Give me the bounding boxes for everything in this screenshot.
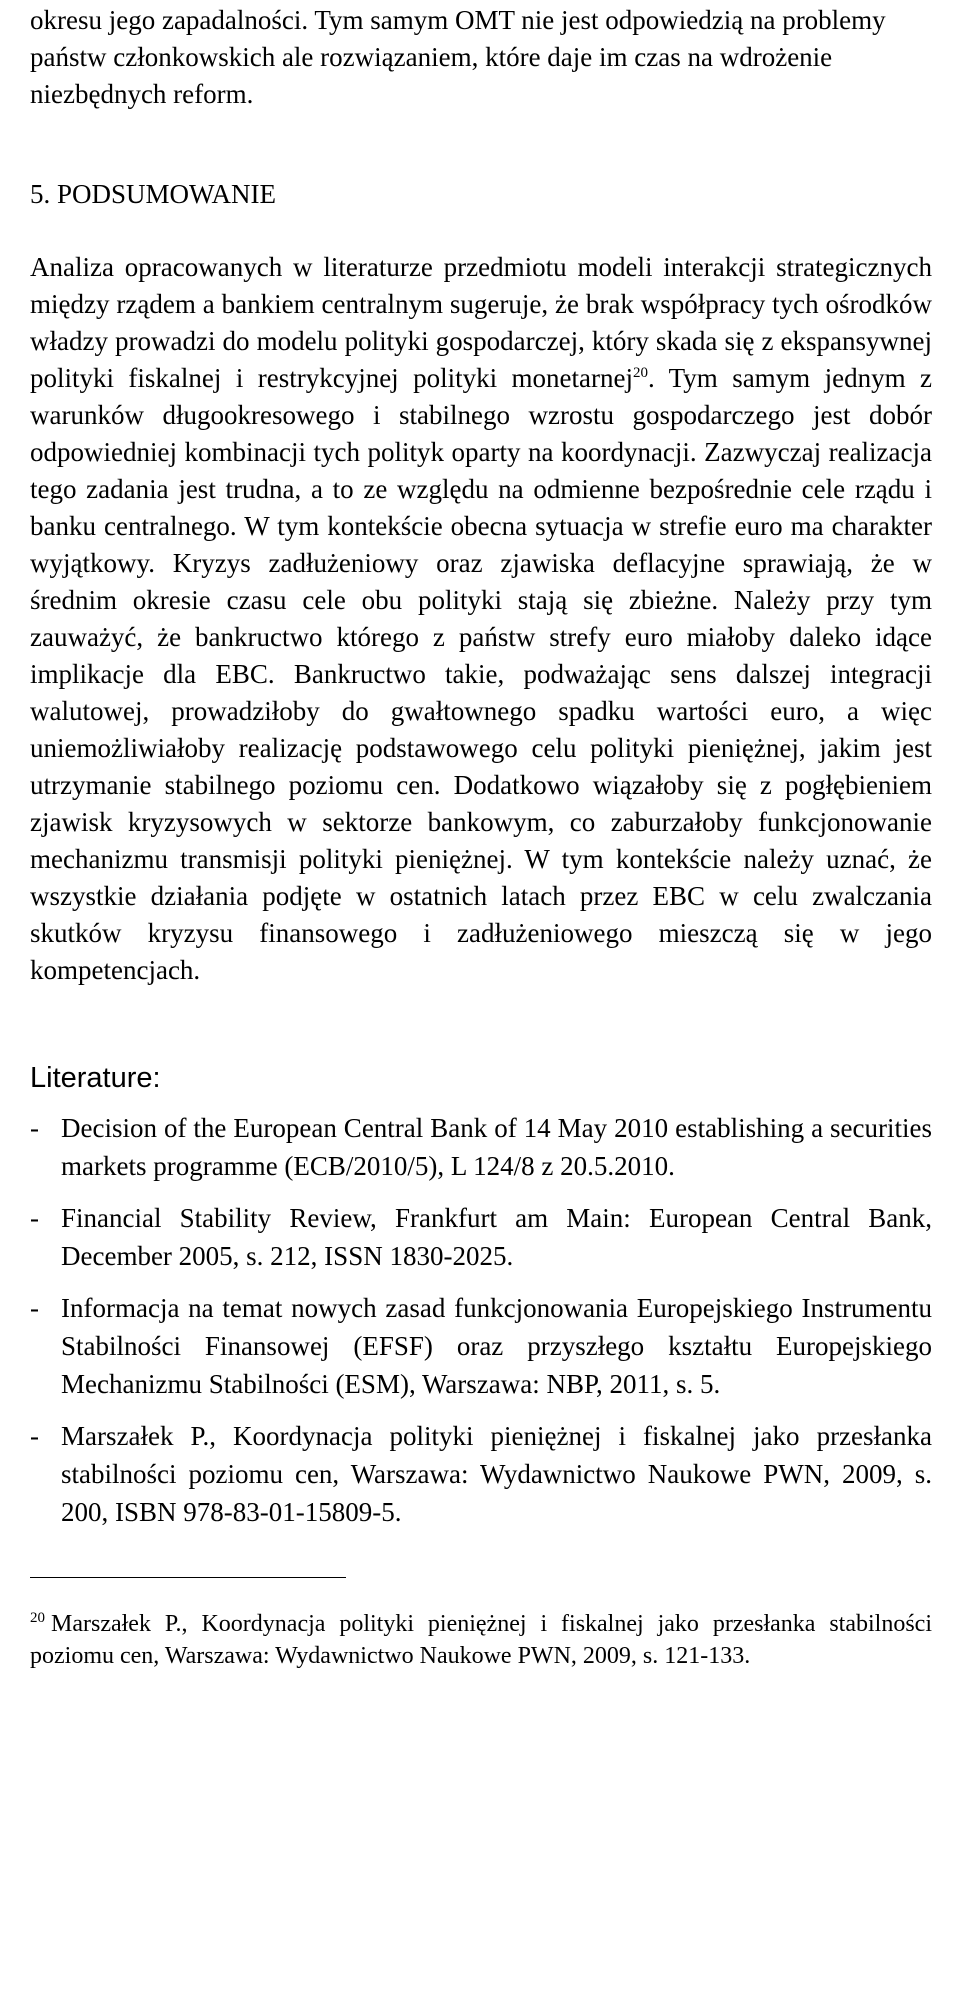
list-bullet: - [30,1203,39,1233]
footnote-divider [30,1577,346,1578]
intro-paragraph: okresu jego zapadalności. Tym samym OMT nie jest odpowiedzią na problemy państw członkowskich ale rozwiązaniem, które daje im czas na wdrożenie niezbędnych reform. [30,5,886,109]
footnote-text: Marszałek P., Koordynacja polityki pieniężnej i fiskalnej jako przesłanka stabilności poziomu cen, Warszawa: Wydawnictwo Naukowe PWN, 2009, s. 121-133. [30,1611,932,1669]
section-title: PODSUMOWANIE [57,179,277,209]
literature-item-text: Financial Stability Review, Frankfurt am Main: European Central Bank, December 2005, s. 212, ISSN 1830-2025. [61,1203,932,1271]
literature-item-text: Informacja na temat nowych zasad funkcjonowania Europejskiego Instrumentu Stabilności Finansowej (EFSF) oraz przyszłego kształtu Europejskiego Mechanizmu Stabilności (ESM), Warszawa: NBP, 2011, s. 5. [61,1293,932,1399]
summary-text-part2: . Tym samym jednym z warunków długookresowego i stabilnego wzrostu gospodarczego jest dobór odpowiedniej kombinacji tych polityk oparty na koordynacji. Zazwyczaj realizacja tego zadania jest trudna, a to ze względu na odmienne bezpośrednie cele rządu i banku centralnego. W tym kontekście obecna sytuacja w strefie euro ma charakter wyjątkowy. Kryzys zadłużeniowy oraz zjawiska deflacyjne sprawiają, że w średnim okresie czasu cele obu polityki stają się zbieżne. Należy przy tym zauważyć, że bankructwo którego z państw strefy euro miałoby daleko idące implikacje dla EBC. Bankructwo takie, podważając sens dalszej integracji walutowej, prowadziłoby do gwałtownego spadku wartości euro, a więc uniemożliwiałoby realizację podstawowego celu polityki pieniężnej, jakim jest utrzymanie stabilnego poziomu cen. Dodatkowo wiązałoby się z pogłębieniem zjawisk kryzysowych w sektorze bankowym, co zaburzałoby funkcjonowanie mechanizmu transmisji polityki pieniężnej. W tym kontekście należy uznać, że wszystkie działania podjęte w ostatnich latach przez EBC w celu zwalczania skutków kryzysu finansowego i zadłużeniowego mieszczą się w jego kompetencjach. [30,363,932,985]
literature-list [30,1109,932,1531]
list-bullet: - [30,1293,39,1323]
literature-item [30,1289,932,1403]
list-bullet: - [30,1421,39,1451]
summary-text-part1: Analiza opracowanych w literaturze przedmiotu modeli interakcji strategicznych między rządem a bankiem centralnym sugeruje, że brak współpracy tych ośrodków władzy prowadzi do modelu polityki gospodarczej, który skada się z ekspansywnej polityki fiskalnej i restrykcyjnej polityki monetarnej [30,252,932,393]
literature-heading: Literature: [30,1062,161,1094]
section-number: 5. [30,179,51,209]
list-bullet: - [30,1113,39,1143]
literature-item [30,1417,932,1531]
literature-item-text: Marszałek P., Koordynacja polityki pieniężnej i fiskalnej jako przesłanka stabilności poziomu cen, Warszawa: Wydawnictwo Naukowe PWN, 2009, s. 200, ISBN 978-83-01-15809-5. [61,1421,932,1527]
literature-item [30,1109,932,1185]
summary-paragraph [30,249,932,989]
footnote-number: 20 [30,1610,45,1626]
section-heading [30,176,932,213]
footnote-reference[interactable]: 20 [632,365,648,381]
literature-item [30,1199,932,1275]
literature-item-text: Decision of the European Central Bank of 14 May 2010 establishing a securities markets programme (ECB/2010/5), L 124/8 z 20.5.2010. [61,1113,932,1181]
footnote [30,1608,932,1672]
document-page [30,0,932,1672]
